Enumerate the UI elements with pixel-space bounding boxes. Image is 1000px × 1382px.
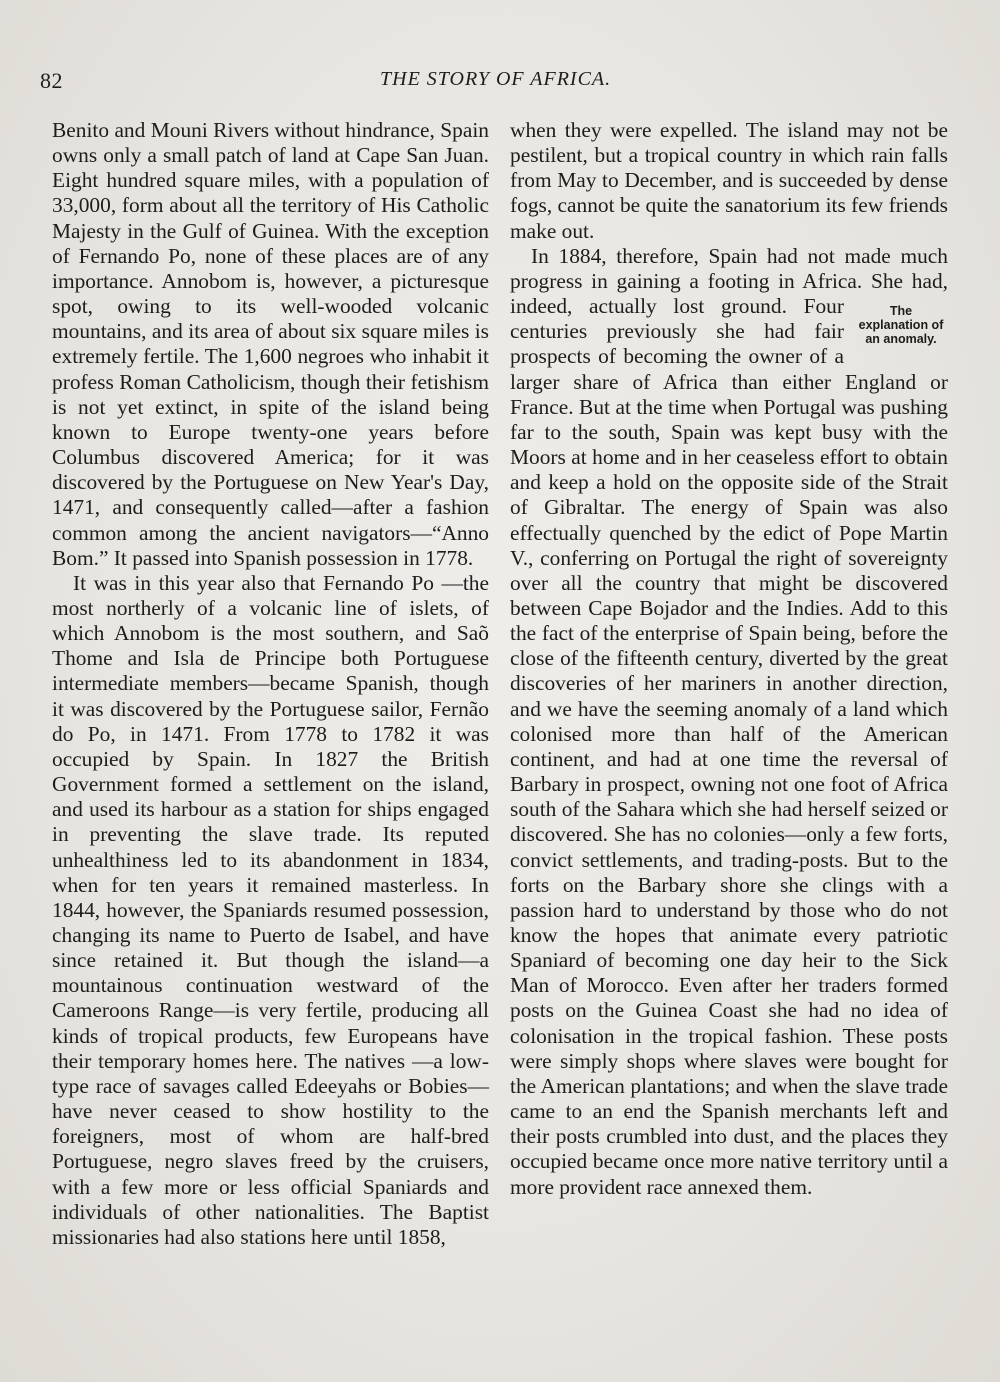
paragraph-annobom: Benito and Mouni Rivers without hindrance, Spain owns only a small patch of land at Cape San Juan. Eight hundred square miles, with a population of 33,000, form about all the territory of His Catholic Majesty in the Gulf of Guinea. With the exception of Fernando Po, none of these places are of any importance. Annobom is, however, a picturesque spot, owing to its well-wooded volcanic mountains, and its area of about six square miles is extremely fertile. The 1,600 negroes who inhabit it profess Roman Catholicism, though their fetishism is not yet extinct, in spite of the island being known to Europe twenty-one years before Columbus discovered America; for it was discovered by the Portuguese on New Year's Day, 1471, and consequently called—after a fashion common among the ancient navigators—“Anno Bom.” It passed into Spanish possession in 1778. bbox=[52, 118, 489, 570]
left-column bbox=[52, 118, 489, 1250]
paragraph-spain-1884-rest: ground. Four centuries previously she had fair prospects of becoming the owner of a larger share of Africa than either England or France. But at the time when Portugal was pushing far to the south, Spain was kept busy with the Moors at home and in her ceaseless effort to obtain and keep a hold on the opposite side of the Strait of Gibraltar. The energy of Spain was also effectually quenched by the edict of Pope Martin V., conferring on Portugal the right of sovereignty over all the country that might be discovered between Cape Bojador and the Indies. Add to this the fact of the enterprise of Spain being, before the close of the fifteenth century, diverted by the great discoveries of her mariners in another direction, and we have the seeming anomaly of a land which colonised more than half of the American continent, and had at one time the reversal of Barbary in prospect, owning not one foot of Africa south of the Sahara which she had herself seized or discovered. She has no colonies—only a few forts, convict settlements, and trading-posts. But to the forts on the Barbary shore she clings with a passion hard to understand by those who do not know the hopes that animate every patriotic Spaniard of becoming one day heir to the Sick Man of Morocco. Even after her traders formed posts on the Guinea Coast she had no idea of colonisation in the tropical fashion. These posts were simply shops where slaves were bought for the American plantations; and when the slave trade came to an end the Spanish merchants left and their posts crumbled into dust, and the places they occupied became once more native territory until a more provident race annexed them. bbox=[510, 294, 948, 1199]
paragraph-spain-1884 bbox=[510, 244, 948, 1200]
page-header bbox=[40, 66, 955, 100]
right-column bbox=[510, 118, 948, 1200]
paragraph-expelled: when they were expelled. The island may not be pestilent, but a tropical country in which rain falls from May to December, and is succeeded by dense fogs, cannot be quite the sanatorium its few friends make out. bbox=[510, 118, 948, 243]
page-number: 82 bbox=[40, 68, 63, 93]
paragraph-spain-1884-start: In 1884, therefore, Spain had not made much progress in gaining a footing in Africa. She had, indeed, actually lost bbox=[510, 243, 948, 319]
paragraph-fernando-po: It was in this year also that Fernando Po —the most northerly of a volcanic line of islets, of which Annobom is the most southern, and Saõ Thome and Isla de Principe both Portuguese intermediate members—became Spanish, though it was discovered by the Portuguese sailor, Fernão do Po, in 1471. From 1778 to 1782 it was occupied by Spain. In 1827 the British Government formed a settlement on the island, and used its harbour as a station for ships engaged in preventing the slave trade. Its reputed unhealthiness led to its abandonment in 1834, when for ten years it remained masterless. In 1844, however, the Spaniards resumed possession, changing its name to Puerto de Isabel, and have since retained it. But though the island—a mountainous continuation westward of the Cameroons Range—is very fertile, producing all kinds of tropical products, few Europeans have their temporary homes here. The natives —a low-type race of savages called Edeeyahs or Bobies—have never ceased to show hostility to the foreigners, most of whom are half-bred Portuguese, negro slaves freed by the cruisers, with a few more or less official Spaniards and individuals of other nationalities. The Baptist missionaries had also stations here until 1858, bbox=[52, 570, 489, 1249]
margin-note: The explanation of an anomaly. bbox=[858, 304, 944, 347]
running-title: THE STORY OF AFRICA. bbox=[380, 68, 612, 90]
